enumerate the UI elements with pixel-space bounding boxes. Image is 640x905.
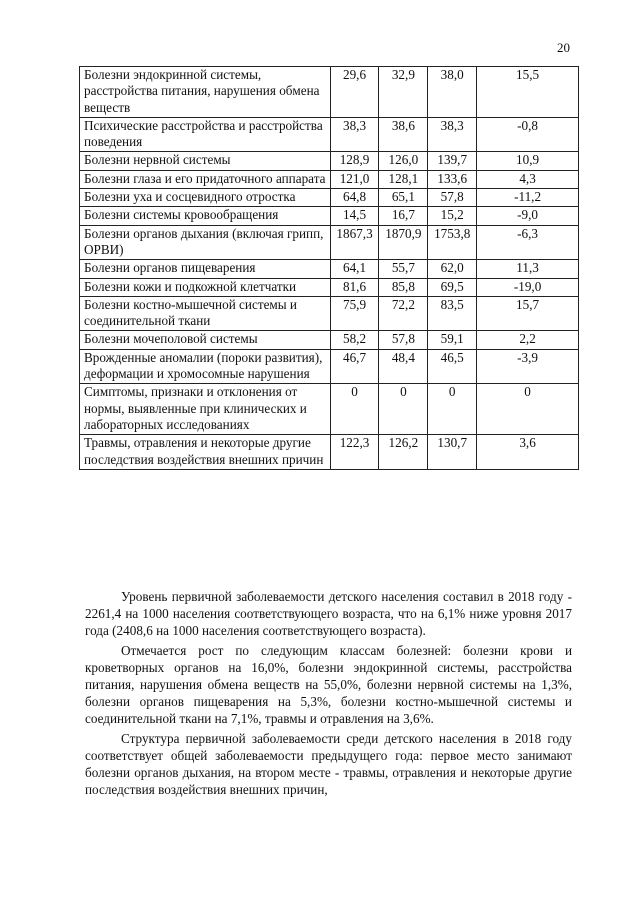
table-row bbox=[80, 296, 579, 331]
disease-class-cell: Болезни органов дыхания (включая грипп, ОРВИ) bbox=[80, 225, 331, 260]
value-cell: 121,0 bbox=[330, 170, 379, 188]
value-cell: 0 bbox=[428, 384, 477, 435]
value-cell: 64,1 bbox=[330, 260, 379, 278]
value-cell: 55,7 bbox=[379, 260, 428, 278]
value-cell: 62,0 bbox=[428, 260, 477, 278]
table-row bbox=[80, 260, 579, 278]
value-cell: 0 bbox=[330, 384, 379, 435]
change-cell: 2,2 bbox=[477, 331, 579, 349]
page-number: 20 bbox=[557, 40, 570, 55]
table-row bbox=[80, 67, 579, 118]
disease-class-cell: Болезни костно-мышечной системы и соединительной ткани bbox=[80, 296, 331, 331]
value-cell: 15,2 bbox=[428, 207, 477, 225]
value-cell: 38,6 bbox=[379, 117, 428, 152]
change-cell: -11,2 bbox=[477, 189, 579, 207]
value-cell: 0 bbox=[379, 384, 428, 435]
change-cell: -19,0 bbox=[477, 278, 579, 296]
disease-class-cell: Болезни нервной системы bbox=[80, 152, 331, 170]
change-cell: -3,9 bbox=[477, 349, 579, 384]
disease-class-cell: Врожденные аномалии (пороки развития), деформации и хромосомные нарушения bbox=[80, 349, 331, 384]
change-cell: 11,3 bbox=[477, 260, 579, 278]
value-cell: 57,8 bbox=[428, 189, 477, 207]
table-row bbox=[80, 207, 579, 225]
body-text bbox=[85, 588, 572, 801]
value-cell: 1867,3 bbox=[330, 225, 379, 260]
table-row bbox=[80, 152, 579, 170]
paragraph: Структура первичной заболеваемости среди детского населения в 2018 году соответствует общей заболеваемости предыдущего года: первое место занимают болезни органов дыхания, на втором месте - травмы, отравления и некоторые другие последствия воздействия внешних причин, bbox=[85, 731, 572, 797]
value-cell: 81,6 bbox=[330, 278, 379, 296]
disease-class-cell: Болезни кожи и подкожной клетчатки bbox=[80, 278, 331, 296]
table-row bbox=[80, 384, 579, 435]
value-cell: 130,7 bbox=[428, 435, 477, 470]
value-cell: 38,3 bbox=[330, 117, 379, 152]
disease-class-cell: Болезни системы кровообращения bbox=[80, 207, 331, 225]
value-cell: 72,2 bbox=[379, 296, 428, 331]
change-cell: 15,5 bbox=[477, 67, 579, 118]
table-row bbox=[80, 435, 579, 470]
value-cell: 64,8 bbox=[330, 189, 379, 207]
value-cell: 65,1 bbox=[379, 189, 428, 207]
disease-class-cell: Болезни органов пищеварения bbox=[80, 260, 331, 278]
disease-class-cell: Травмы, отравления и некоторые другие последствия воздействия внешних причин bbox=[80, 435, 331, 470]
value-cell: 85,8 bbox=[379, 278, 428, 296]
change-cell: -0,8 bbox=[477, 117, 579, 152]
table-row bbox=[80, 278, 579, 296]
value-cell: 133,6 bbox=[428, 170, 477, 188]
value-cell: 83,5 bbox=[428, 296, 477, 331]
value-cell: 126,2 bbox=[379, 435, 428, 470]
table-row bbox=[80, 117, 579, 152]
table-row bbox=[80, 349, 579, 384]
table-row bbox=[80, 189, 579, 207]
change-cell: 15,7 bbox=[477, 296, 579, 331]
value-cell: 58,2 bbox=[330, 331, 379, 349]
disease-class-cell: Психические расстройства и расстройства поведения bbox=[80, 117, 331, 152]
value-cell: 128,9 bbox=[330, 152, 379, 170]
value-cell: 29,6 bbox=[330, 67, 379, 118]
value-cell: 126,0 bbox=[379, 152, 428, 170]
value-cell: 75,9 bbox=[330, 296, 379, 331]
value-cell: 32,9 bbox=[379, 67, 428, 118]
change-cell: 4,3 bbox=[477, 170, 579, 188]
disease-class-cell: Болезни глаза и его придаточного аппарата bbox=[80, 170, 331, 188]
paragraph: Уровень первичной заболеваемости детского населения составил в 2018 году - 2261,4 на 1000 населения соответствующего возраста, что на 6,1% ниже уровня 2017 года (2408,6 на 1000 населения соответствующего возраста). bbox=[85, 589, 572, 638]
value-cell: 16,7 bbox=[379, 207, 428, 225]
value-cell: 46,7 bbox=[330, 349, 379, 384]
value-cell: 1753,8 bbox=[428, 225, 477, 260]
morbidity-table bbox=[79, 66, 579, 470]
value-cell: 139,7 bbox=[428, 152, 477, 170]
value-cell: 59,1 bbox=[428, 331, 477, 349]
value-cell: 128,1 bbox=[379, 170, 428, 188]
table-row bbox=[80, 331, 579, 349]
value-cell: 122,3 bbox=[330, 435, 379, 470]
value-cell: 48,4 bbox=[379, 349, 428, 384]
table-row bbox=[80, 225, 579, 260]
value-cell: 1870,9 bbox=[379, 225, 428, 260]
change-cell: 10,9 bbox=[477, 152, 579, 170]
disease-class-cell: Симптомы, признаки и отклонения от нормы, выявленные при клинических и лабораторных исследованиях bbox=[80, 384, 331, 435]
disease-class-cell: Болезни уха и сосцевидного отростка bbox=[80, 189, 331, 207]
change-cell: -9,0 bbox=[477, 207, 579, 225]
value-cell: 57,8 bbox=[379, 331, 428, 349]
value-cell: 38,0 bbox=[428, 67, 477, 118]
disease-class-cell: Болезни мочеполовой системы bbox=[80, 331, 331, 349]
paragraph: Отмечается рост по следующим классам болезней: болезни крови и кроветворных органов на 16,0%, болезни эндокринной системы, расстройства питания, нарушения обмена веществ на 55,0%, болезни нервной системы на 1,3%, болезни органов пищеварения на 5,3%, болезни костно-мышечной системы и соединительной ткани на 7,1%, травмы и отравления на 3,6%. bbox=[85, 643, 572, 726]
change-cell: -6,3 bbox=[477, 225, 579, 260]
change-cell: 3,6 bbox=[477, 435, 579, 470]
value-cell: 46,5 bbox=[428, 349, 477, 384]
value-cell: 69,5 bbox=[428, 278, 477, 296]
value-cell: 14,5 bbox=[330, 207, 379, 225]
table-row bbox=[80, 170, 579, 188]
change-cell: 0 bbox=[477, 384, 579, 435]
disease-class-cell: Болезни эндокринной системы, расстройства питания, нарушения обмена веществ bbox=[80, 67, 331, 118]
value-cell: 38,3 bbox=[428, 117, 477, 152]
